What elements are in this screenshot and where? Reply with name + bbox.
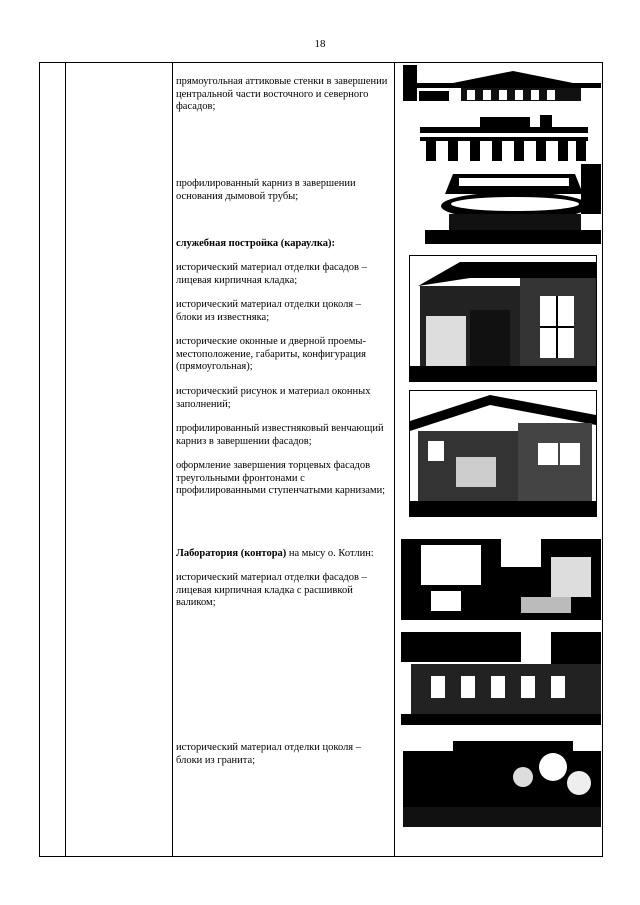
guardhouse-photo-1 <box>409 255 597 382</box>
laboratory-photo-2 <box>401 632 601 725</box>
chimney-cornice-text: профилированный карниз в завершении основания дымовой трубы; <box>176 178 356 202</box>
guardhouse-heading-text: служебная постройка (караулка): <box>176 238 336 249</box>
guardhouse-photo-2 <box>409 390 597 517</box>
laboratory-photo-1 <box>401 527 601 620</box>
attic-walls-text: прямоугольная аттиковые стенки в завершении центральной части восточного и северного фасадов; <box>176 76 388 112</box>
laboratory-item-facade: исторический материал отделки фасадов – лицевая кирпичная кладка с расшивкой валиком; <box>176 572 367 608</box>
attic-wall-photo-east <box>403 65 601 101</box>
laboratory-item-plinth: исторический материал отделки цоколя – блоки из гранита; <box>176 742 362 766</box>
guardhouse-item-plinth: исторический материал отделки цоколя – блоки из известняка; <box>176 299 362 323</box>
laboratory-heading-bold: Лаборатория (контора) <box>176 548 287 559</box>
guardhouse-item-window-fill: исторический рисунок и материал оконных заполнений; <box>176 386 371 410</box>
column-divider-3 <box>394 63 395 856</box>
attic-wall-photo-north <box>420 113 588 161</box>
laboratory-heading-rest: на мысу о. Котлин: <box>286 548 374 559</box>
laboratory-plinth-photo <box>403 737 601 827</box>
column-divider-2 <box>172 63 173 856</box>
guardhouse-item-cornice: профилированный известняковый венчающий карниз в завершении фасадов; <box>176 423 384 447</box>
guardhouse-heading <box>176 238 388 251</box>
guardhouse-item-facade: исторический материал отделки фасадов – лицевая кирпичная кладка; <box>176 262 367 286</box>
column-divider-1 <box>65 63 66 856</box>
guardhouse-item-pediments: оформление завершения торцевых фасадов треугольными фронтонами с профилированными ступенчатыми карнизами; <box>176 460 386 496</box>
chimney-cornice-photo <box>425 164 601 244</box>
guardhouse-item-openings: исторические оконные и дверной проемы- местоположение, габариты, конфигурация (прямоугольная); <box>176 336 366 372</box>
laboratory-heading <box>176 548 388 561</box>
page-number: 18 <box>314 38 326 50</box>
